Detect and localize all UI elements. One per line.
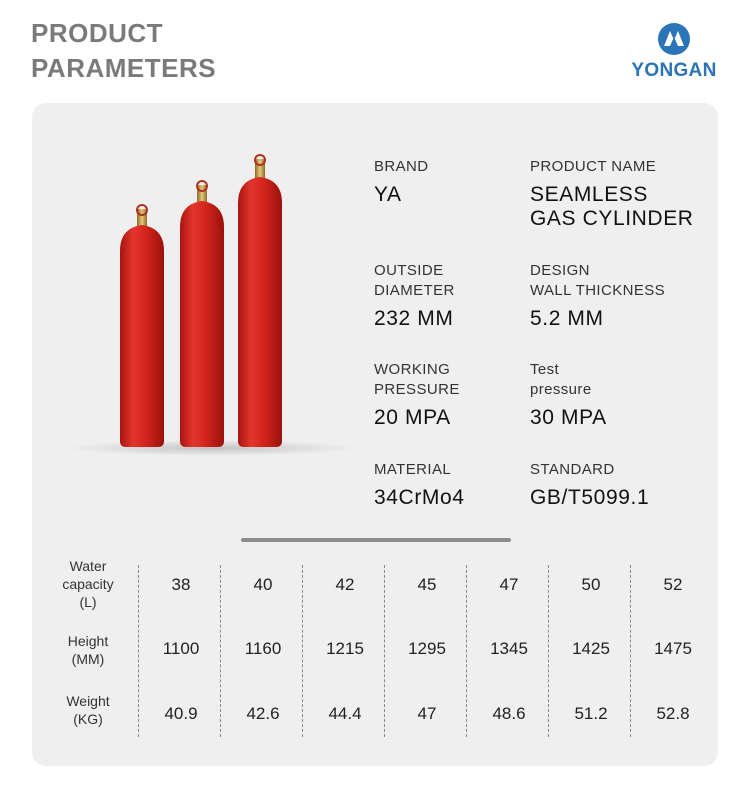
table-cell: 1345 [490,639,528,658]
table-cell: 42 [335,575,355,594]
table-cell: 51.2 [574,704,608,723]
table-cell: 40.9 [164,704,198,723]
param-value-standard: GB/T5099.1 [530,486,650,509]
table-cell: 44.4 [328,704,362,723]
param-label-material: MATERIAL [374,461,452,478]
page-title-line1: PRODUCT [31,18,164,48]
table-cell: 40 [253,575,273,594]
param-label-wall-thickness: DESIGN WALL THICKNESS [530,262,666,299]
param-value-outside-diameter: 232 MM [374,307,454,330]
param-label-brand: BRAND [374,158,429,175]
param-label-product-name: PRODUCT NAME [530,158,657,175]
table-cell: 48.6 [492,704,526,723]
param-value-material: 34CrMo4 [374,486,465,509]
cylinder-medium [180,181,224,447]
table-cell: 52.8 [656,704,690,723]
param-label-working-pressure: WORKING PRESSURE [374,361,460,398]
param-value-working-pressure: 20 MPA [374,406,451,429]
yongan-logo [626,22,722,86]
yongan-logo-mark-icon [657,22,691,56]
cylinder-large [238,155,282,447]
column-separator [138,565,139,737]
page-title-line2: PARAMETERS [31,53,217,83]
param-label-standard: STANDARD [530,461,615,478]
table-cell: 45 [417,575,437,594]
param-value-test-pressure: 30 MPA [530,406,607,429]
param-label-outside-diameter: OUTSIDE DIAMETER [374,262,455,299]
row-label-height: Height (MM) [67,633,109,667]
table-cell: 52 [663,575,683,594]
table-cell: 50 [581,575,601,594]
table-cell: 42.6 [246,704,280,723]
param-value-product-name: SEAMLESS GAS CYLINDER [530,183,694,230]
table-cell: 1475 [654,639,692,658]
table-cell: 1295 [408,639,446,658]
table-cell: 1425 [572,639,610,658]
table-cell: 38 [171,575,191,594]
row-label-water-capacity: Water capacity (L) [62,558,114,610]
table-cell: 47 [499,575,519,594]
product-image [112,153,312,453]
table-cell: 1215 [326,639,364,658]
table-cell: 1100 [162,639,200,658]
logo-text: YONGAN [631,60,717,81]
param-value-brand: YA [374,183,402,206]
param-value-wall-thickness: 5.2 MM [530,307,604,330]
section-divider [241,538,511,542]
parameters-card [32,103,718,766]
param-label-test-pressure: Test pressure [530,361,592,398]
row-label-weight: Weight (KG) [66,693,110,727]
cylinder-small [120,205,164,447]
table-cell: 1160 [244,639,282,658]
page-title [31,16,216,86]
table-cell: 47 [417,704,437,723]
red-gas-cylinders-icon [112,153,312,453]
